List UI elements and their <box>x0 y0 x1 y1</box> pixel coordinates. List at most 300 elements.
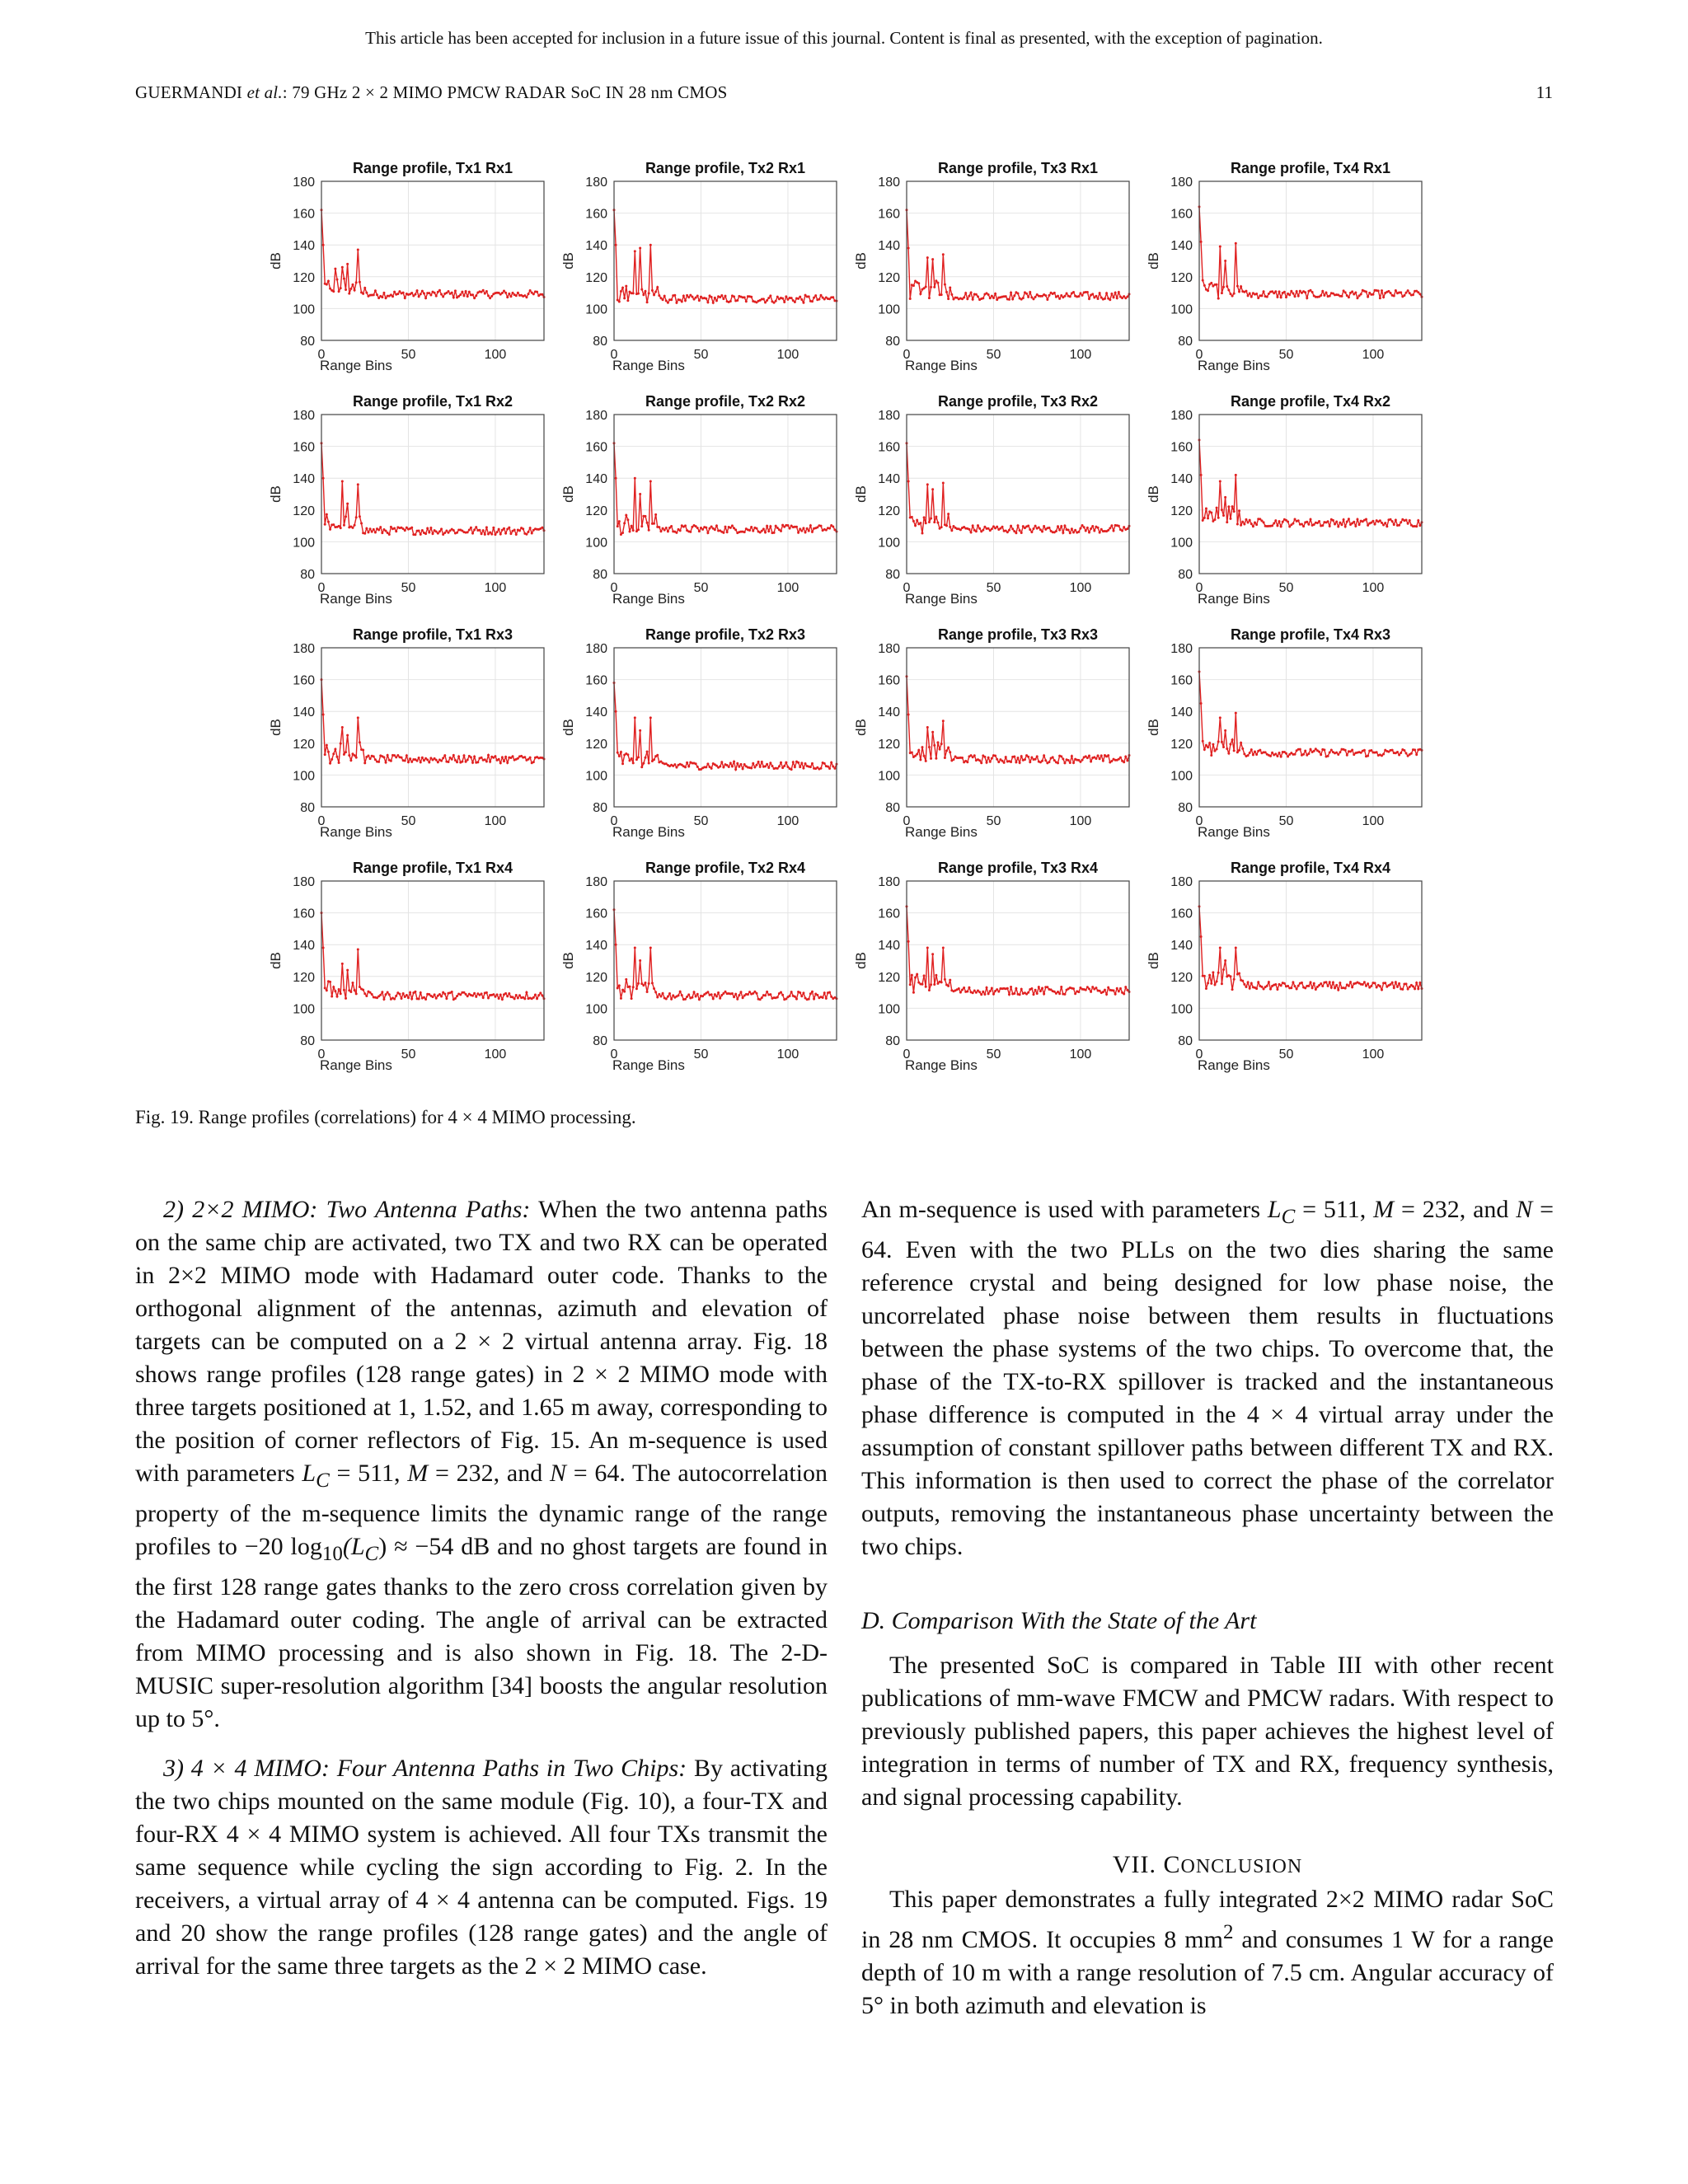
data-point <box>1097 527 1100 529</box>
data-point <box>635 987 638 990</box>
y-tick-label: 120 <box>878 970 900 985</box>
data-point <box>1285 296 1287 298</box>
data-point <box>1019 993 1021 996</box>
data-point <box>365 995 368 997</box>
data-point <box>802 527 804 529</box>
data-point <box>1109 527 1111 529</box>
data-point <box>1321 524 1324 527</box>
data-point <box>649 244 652 246</box>
data-point <box>706 762 709 765</box>
data-point <box>468 291 471 293</box>
data-point <box>501 998 504 1001</box>
data-point <box>618 755 621 757</box>
data-point <box>1418 293 1421 295</box>
data-point <box>833 767 836 770</box>
data-point <box>329 288 331 290</box>
data-point <box>525 991 528 994</box>
data-point <box>1407 988 1409 991</box>
data-point <box>1202 519 1204 522</box>
data-point <box>1329 981 1331 983</box>
data-point <box>811 762 814 765</box>
data-point <box>467 758 469 761</box>
data-point <box>381 991 383 993</box>
data-point <box>649 716 652 719</box>
data-point <box>1224 729 1226 732</box>
data-point <box>1079 527 1081 530</box>
data-point <box>1027 756 1029 758</box>
data-point <box>983 993 986 996</box>
data-point <box>1025 293 1028 295</box>
data-point <box>1271 752 1273 754</box>
data-point <box>1030 756 1033 758</box>
y-tick-label: 100 <box>878 302 900 317</box>
data-point <box>1099 757 1101 760</box>
data-point <box>816 526 818 528</box>
data-point <box>626 299 629 302</box>
data-point <box>637 293 640 295</box>
data-point <box>789 527 791 530</box>
x-axis-label: Range Bins <box>1198 358 1270 373</box>
data-point <box>1393 987 1395 989</box>
data-point <box>940 981 943 983</box>
data-point <box>1266 296 1268 298</box>
data-point <box>414 293 416 296</box>
data-point <box>776 996 779 998</box>
y-tick-label: 180 <box>1170 409 1193 423</box>
data-point <box>1001 526 1004 528</box>
data-point <box>1329 525 1331 527</box>
running-head-etal: et al. <box>246 82 283 102</box>
data-point <box>525 296 528 298</box>
y-tick-label: 100 <box>878 536 900 551</box>
y-tick-label: 160 <box>878 207 900 222</box>
subplot-title: Range profile, Tx4 Rx1 <box>1230 160 1391 176</box>
data-point <box>343 753 345 756</box>
data-point <box>485 761 488 763</box>
y-axis-label: dB <box>1146 952 1161 969</box>
data-point <box>392 295 394 298</box>
data-point <box>1074 992 1076 995</box>
data-point <box>440 527 443 530</box>
y-tick-label: 120 <box>1170 504 1193 518</box>
data-point <box>640 766 643 768</box>
data-point <box>498 997 500 1000</box>
data-point <box>1010 761 1012 763</box>
data-point <box>1264 751 1267 753</box>
data-point <box>1379 297 1381 299</box>
data-point <box>1227 505 1230 508</box>
data-point <box>827 766 829 768</box>
data-point <box>625 285 627 288</box>
subplot-tx3-rx4 <box>853 860 1131 1073</box>
running-head-title: : 79 GHz 2 × 2 MIMO PMCW RADAR SoC IN 28 nm CMOS <box>282 82 728 102</box>
data-point <box>1091 293 1094 295</box>
data-point <box>1259 749 1261 752</box>
data-point <box>1041 987 1043 989</box>
x-tick-label: 100 <box>484 348 507 362</box>
data-point <box>354 289 356 292</box>
data-point <box>1390 983 1392 986</box>
data-point <box>617 987 619 989</box>
data-point <box>991 987 993 989</box>
data-point <box>432 996 434 998</box>
data-point <box>1299 748 1301 751</box>
data-point <box>379 994 382 996</box>
data-point <box>407 996 410 999</box>
data-point <box>764 994 767 996</box>
data-point <box>618 300 621 302</box>
data-point <box>621 287 624 289</box>
data-point <box>743 531 746 533</box>
data-point <box>949 751 951 753</box>
data-point <box>532 293 535 295</box>
data-point <box>626 518 629 521</box>
y-tick-label: 80 <box>593 335 607 349</box>
data-point <box>736 299 738 302</box>
data-point <box>1304 750 1306 752</box>
x-axis-label: Range Bins <box>320 1057 392 1073</box>
data-point <box>440 760 443 762</box>
data-point <box>933 744 935 747</box>
data-point <box>456 761 458 763</box>
plot-area <box>907 648 1129 807</box>
plot-area <box>321 881 544 1040</box>
data-point <box>1301 982 1303 984</box>
data-point <box>714 528 716 531</box>
data-point <box>434 993 436 996</box>
data-point <box>832 526 834 528</box>
data-point <box>1020 988 1023 991</box>
data-point <box>490 533 493 536</box>
data-point <box>1063 295 1066 298</box>
data-point <box>487 294 490 297</box>
data-point <box>438 530 441 532</box>
data-point <box>923 516 926 518</box>
data-point <box>371 531 373 533</box>
data-point <box>1205 987 1207 990</box>
data-point <box>833 528 836 531</box>
data-point <box>1255 753 1258 756</box>
data-point <box>919 293 921 295</box>
data-point <box>1294 295 1296 298</box>
data-point <box>933 983 935 986</box>
data-point <box>794 301 796 303</box>
data-point <box>1302 753 1305 756</box>
data-point <box>1290 987 1292 989</box>
data-point <box>1348 985 1350 987</box>
data-point <box>621 532 624 534</box>
data-point <box>1038 986 1040 988</box>
y-axis-label: dB <box>268 485 284 503</box>
data-point <box>933 286 935 288</box>
data-point <box>513 997 516 1000</box>
data-point <box>421 529 424 532</box>
data-point <box>1370 985 1372 987</box>
data-point <box>710 993 713 996</box>
data-point <box>767 766 770 769</box>
data-point <box>757 761 760 763</box>
data-point <box>761 761 763 763</box>
data-point <box>1250 523 1253 525</box>
data-point <box>341 480 344 483</box>
data-point <box>1337 526 1339 528</box>
data-point <box>322 714 325 716</box>
data-point <box>1417 987 1419 990</box>
data-point <box>393 754 396 757</box>
y-tick-label: 100 <box>585 536 607 551</box>
x-tick-label: 0 <box>1195 348 1203 362</box>
data-point <box>1362 983 1364 986</box>
data-point <box>764 532 767 534</box>
data-point <box>818 298 820 301</box>
data-point <box>684 766 687 768</box>
data-point <box>1247 294 1250 297</box>
y-tick-label: 120 <box>1170 970 1193 985</box>
data-point <box>1048 294 1050 297</box>
data-point <box>354 989 356 991</box>
data-point <box>639 493 641 495</box>
y-tick-label: 140 <box>585 939 607 954</box>
data-point <box>334 990 336 992</box>
data-point <box>729 300 732 302</box>
data-point <box>327 279 330 282</box>
x-tick-label: 100 <box>1069 1047 1092 1062</box>
data-point <box>393 998 396 1001</box>
data-point <box>531 532 533 534</box>
data-point <box>385 530 387 532</box>
data-point <box>1398 982 1400 985</box>
data-point <box>471 762 474 764</box>
data-point <box>371 993 373 996</box>
y-tick-label: 180 <box>293 176 315 190</box>
data-point <box>1030 531 1033 533</box>
data-point <box>376 293 378 296</box>
y-tick-label: 180 <box>878 642 900 656</box>
data-point <box>1200 241 1203 243</box>
data-point <box>996 988 998 991</box>
data-point <box>1118 525 1120 527</box>
data-point <box>681 994 683 996</box>
data-point <box>1321 290 1324 293</box>
data-point <box>473 528 476 531</box>
data-point <box>1015 761 1017 763</box>
data-point <box>1008 298 1010 301</box>
data-point <box>719 296 721 298</box>
x-axis-label: Range Bins <box>1198 591 1270 607</box>
data-point <box>340 287 342 289</box>
data-point <box>806 527 809 530</box>
data-point <box>1310 748 1312 751</box>
data-point <box>930 286 932 288</box>
data-point <box>1118 291 1120 293</box>
data-point <box>705 766 707 768</box>
data-point <box>1048 761 1050 763</box>
data-point <box>1285 752 1287 755</box>
data-point <box>776 296 779 298</box>
subsection-heading-d: D. Comparison With the State of the Art <box>861 1607 1257 1634</box>
data-point <box>1124 756 1127 758</box>
paragraph-m-sequence <box>861 1193 1554 1563</box>
data-point <box>632 762 635 764</box>
data-point <box>639 729 641 732</box>
data-point <box>1400 521 1402 523</box>
data-point <box>385 993 387 996</box>
data-point <box>322 947 325 949</box>
data-point <box>1365 985 1367 987</box>
y-tick-label: 180 <box>293 409 315 423</box>
data-point <box>640 525 643 527</box>
left-column <box>135 1193 828 1983</box>
data-point <box>414 533 416 536</box>
x-tick-label: 0 <box>903 814 911 828</box>
data-point <box>401 757 403 759</box>
y-tick-label: 180 <box>1170 176 1193 190</box>
data-point <box>1325 292 1327 294</box>
data-point <box>1344 987 1347 990</box>
data-point <box>959 528 962 531</box>
data-point <box>1238 749 1240 752</box>
y-tick-label: 160 <box>293 907 315 921</box>
data-point <box>1249 752 1251 754</box>
data-point <box>1067 759 1070 762</box>
plot-area <box>614 648 837 807</box>
data-point <box>1278 291 1281 293</box>
data-point <box>916 519 918 522</box>
data-point <box>470 527 472 529</box>
y-tick-label: 140 <box>878 939 900 954</box>
acceptance-banner: This article has been accepted for inclusion in a future issue of this journal. Content is final as presented, with the exception of pagination. <box>365 28 1323 48</box>
data-point <box>1060 986 1062 988</box>
data-point <box>1029 291 1031 293</box>
data-point <box>1320 982 1322 985</box>
data-point <box>465 993 467 996</box>
data-point <box>800 762 803 764</box>
data-point <box>617 525 619 527</box>
x-axis-label: Range Bins <box>612 1057 685 1073</box>
data-point <box>1250 748 1253 751</box>
data-point <box>499 762 502 764</box>
data-point <box>766 763 768 766</box>
data-point <box>804 762 807 765</box>
data-point <box>345 288 347 291</box>
data-point <box>790 768 793 771</box>
x-tick-label: 100 <box>1362 1047 1385 1062</box>
x-tick-label: 100 <box>484 814 507 828</box>
data-point <box>1072 531 1075 533</box>
data-point <box>715 299 718 302</box>
data-point <box>473 297 476 299</box>
y-tick-label: 120 <box>1170 270 1193 285</box>
data-point <box>362 293 364 295</box>
data-point <box>1302 525 1305 527</box>
data-point <box>989 297 992 299</box>
data-point <box>795 998 798 1001</box>
data-point <box>1343 518 1345 521</box>
data-point <box>639 959 641 962</box>
data-point <box>724 991 727 993</box>
data-point <box>343 278 345 280</box>
data-point <box>529 527 532 529</box>
data-point <box>1263 521 1265 523</box>
data-point <box>508 527 510 529</box>
data-point <box>1337 989 1339 991</box>
y-tick-label: 160 <box>293 440 315 455</box>
data-point <box>434 292 436 294</box>
data-point <box>357 248 359 251</box>
data-point <box>1207 982 1209 984</box>
y-axis-label: dB <box>1146 485 1161 503</box>
data-point <box>632 986 635 988</box>
data-point <box>1254 522 1256 524</box>
subplot-tx2-rx4 <box>560 860 838 1073</box>
data-point <box>975 293 978 296</box>
data-point <box>1039 528 1042 531</box>
data-point <box>625 978 627 981</box>
data-point <box>1057 991 1059 993</box>
data-point <box>914 524 917 527</box>
data-point <box>1123 761 1125 763</box>
data-point <box>1236 751 1239 753</box>
subplot-tx2-rx3 <box>560 626 838 840</box>
data-point <box>966 761 968 763</box>
data-point <box>1401 988 1404 991</box>
data-point <box>1287 521 1289 523</box>
y-tick-label: 180 <box>1170 642 1193 656</box>
data-point <box>1240 285 1242 288</box>
data-point <box>1382 523 1385 526</box>
subplot-title: Range profile, Tx2 Rx1 <box>645 160 806 176</box>
paragraph-conclusion <box>861 1883 1554 2022</box>
data-point <box>1063 993 1066 996</box>
data-point <box>395 530 397 532</box>
data-point <box>435 997 438 1000</box>
data-point <box>1126 295 1128 298</box>
data-point <box>785 295 787 298</box>
data-point <box>980 762 982 764</box>
data-point <box>722 992 724 995</box>
data-point <box>1247 522 1250 524</box>
data-point <box>670 525 673 527</box>
data-point <box>536 291 538 293</box>
data-point <box>656 286 659 288</box>
plot-area <box>907 181 1129 340</box>
data-point <box>490 295 493 298</box>
data-point <box>447 290 449 293</box>
data-point <box>662 992 664 995</box>
data-point <box>1088 298 1090 300</box>
data-point <box>1010 986 1012 988</box>
data-point <box>642 762 645 765</box>
data-point <box>696 527 699 529</box>
data-point <box>1027 991 1029 994</box>
data-point <box>663 295 666 298</box>
data-point <box>1353 521 1355 523</box>
data-point <box>792 761 795 763</box>
data-point <box>811 991 814 993</box>
data-point <box>1301 523 1303 525</box>
data-point <box>710 526 713 528</box>
data-point <box>475 526 477 528</box>
data-point <box>1013 755 1015 757</box>
data-point <box>670 298 673 301</box>
y-axis-label: dB <box>1146 719 1161 736</box>
data-point <box>489 297 491 299</box>
data-point <box>945 749 948 752</box>
subplot-title: Range profile, Tx1 Rx4 <box>352 860 513 876</box>
data-point <box>634 947 636 949</box>
data-point <box>410 997 413 1000</box>
data-point <box>679 991 682 993</box>
